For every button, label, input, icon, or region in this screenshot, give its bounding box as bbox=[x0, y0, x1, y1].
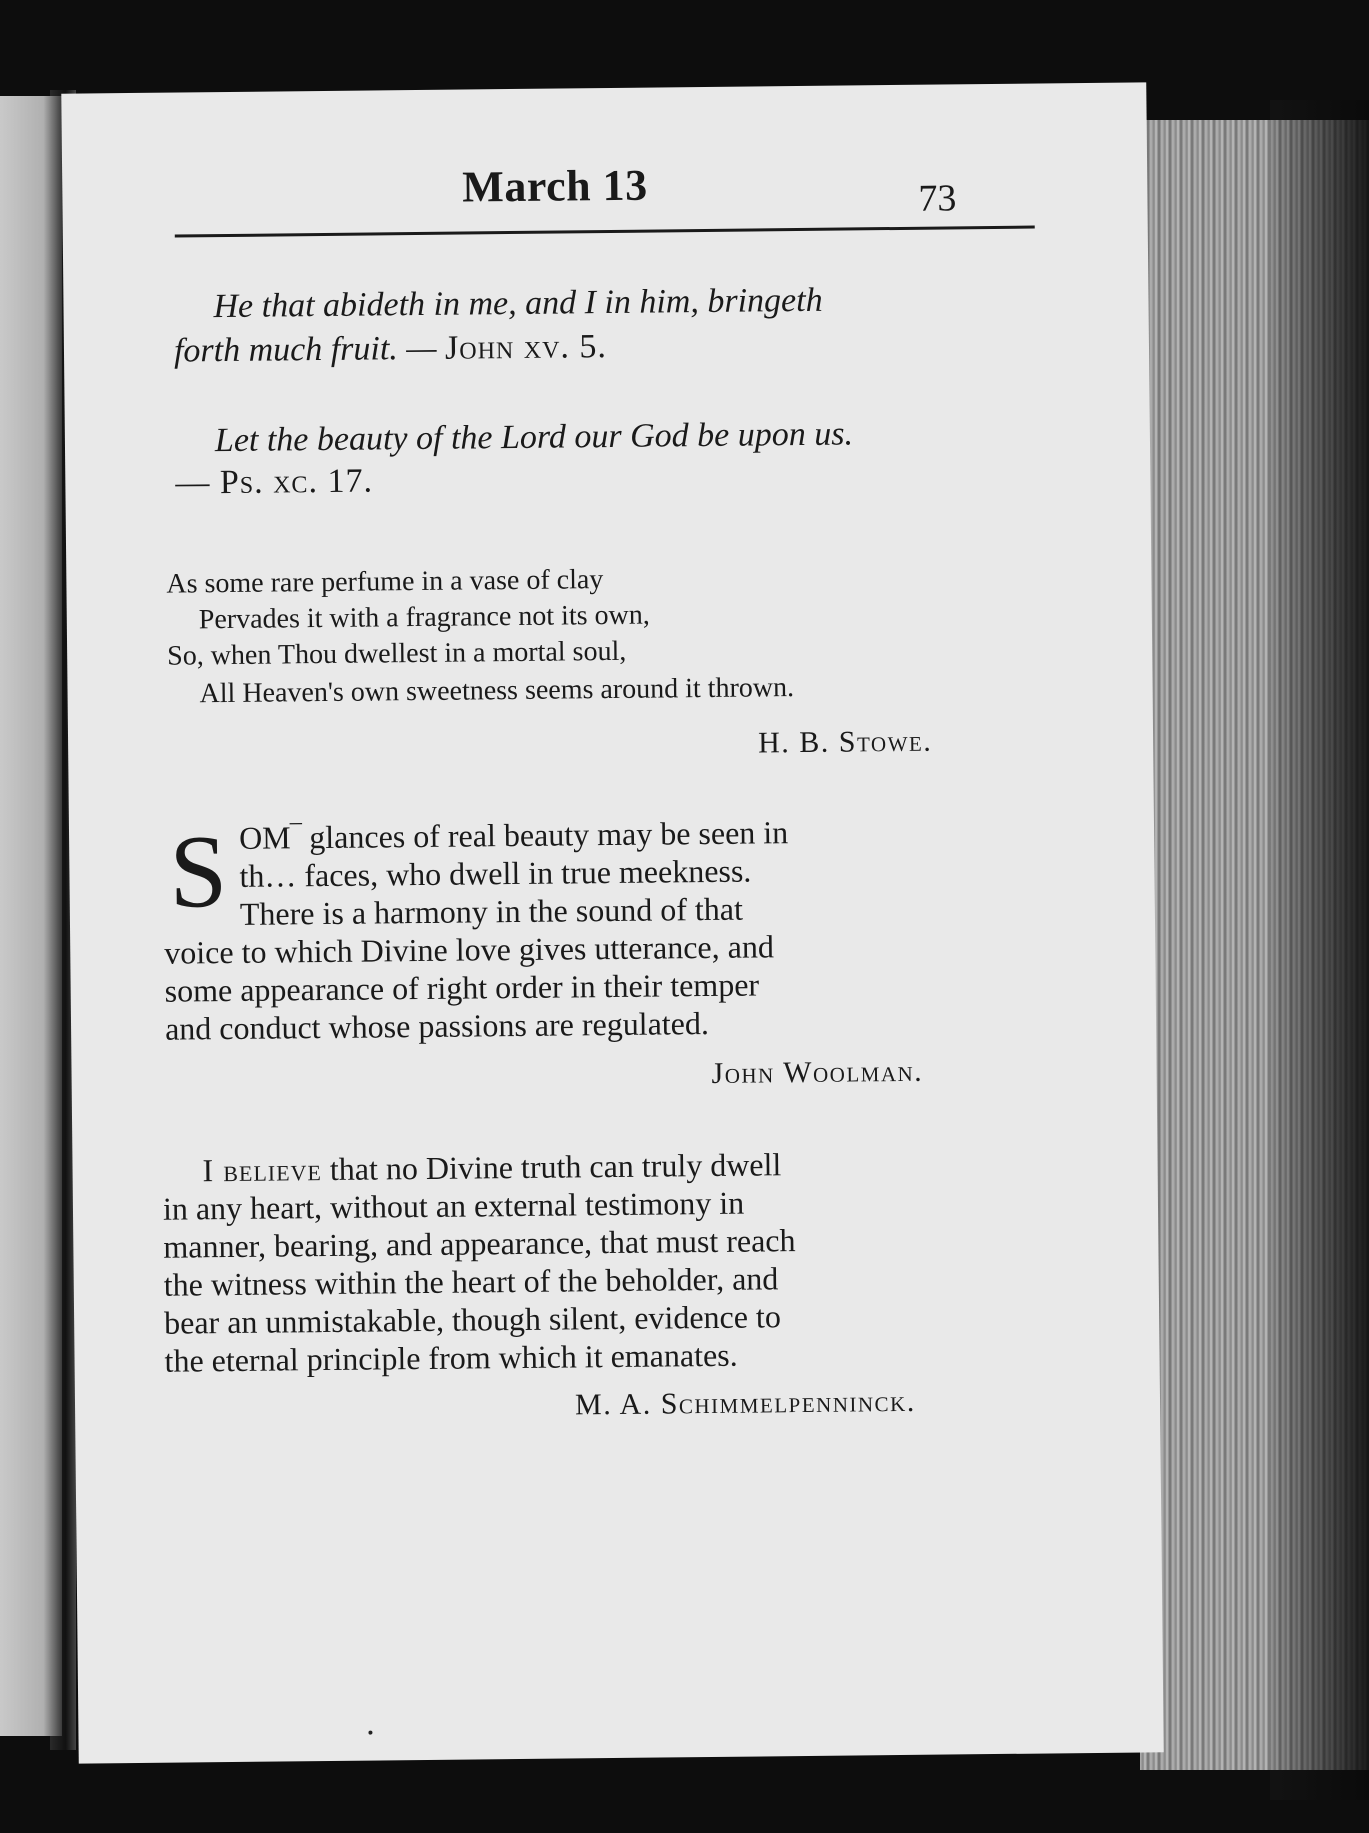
verse-1-line-2 bbox=[174, 328, 607, 371]
page-content bbox=[61, 82, 1163, 1763]
schimmelpenninck-line-4: the witness within the heart of the beholder, and bbox=[163, 1260, 779, 1303]
drop-cap-letter: S bbox=[168, 814, 228, 930]
poem-line-2: Pervades it with a fragrance not its own, bbox=[198, 599, 650, 636]
woolman-line-6: and conduct whose passions are regulated. bbox=[164, 1004, 710, 1047]
page-stack-shadow bbox=[1270, 100, 1369, 1800]
verse-1-line-1: He that abideth in me, and I in him, bringeth bbox=[213, 281, 823, 326]
page-title: March 13 bbox=[462, 160, 648, 212]
lead-in-words: I believe bbox=[202, 1151, 323, 1189]
woolman-line-4: voice to which Divine love gives utterance, and bbox=[164, 928, 775, 971]
verse-2-reference: — Ps. xc. 17. bbox=[175, 462, 374, 502]
header-rule bbox=[175, 226, 1035, 238]
schimmelpenninck-line-5: bear an unmistakable, though silent, evidence to bbox=[163, 1298, 782, 1341]
schimmelpenninck-line-3: manner, bearing, and appearance, that must reach bbox=[163, 1222, 796, 1265]
poem-line-1: As some rare perfume in a vase of clay bbox=[166, 564, 604, 600]
facing-page-edge bbox=[0, 96, 62, 1736]
woolman-attribution: John Woolman. bbox=[711, 1054, 924, 1090]
poem-attribution: H. B. Stowe. bbox=[757, 724, 933, 760]
book-page bbox=[61, 82, 1163, 1763]
schimmelpenninck-line-6: the eternal principle from which it emanates. bbox=[164, 1336, 738, 1379]
poem-line-4: All Heaven's own sweetness seems around it thrown. bbox=[199, 672, 795, 710]
verse-1-reference: John xv. 5. bbox=[444, 328, 608, 367]
verse-1-text: forth much fruit. — bbox=[173, 329, 437, 370]
schimmelpenninck-attribution: M. A. Schimmelpenninck. bbox=[574, 1384, 916, 1422]
poem-line-3: So, when Thou dwellest in a mortal soul, bbox=[167, 635, 627, 672]
woolman-line-2: th… faces, who dwell in true meekness. bbox=[239, 852, 752, 894]
woolman-line-5: some appearance of right order in their temper bbox=[164, 966, 760, 1009]
paper-speck bbox=[368, 1731, 372, 1735]
woolman-line-3: There is a harmony in the sound of that bbox=[239, 890, 744, 932]
verse-2-line-1: Let the beauty of the Lord our God be upon us. bbox=[214, 415, 854, 460]
schimmelpenninck-line-2: in any heart, without an external testimony in bbox=[162, 1184, 745, 1227]
schimmelpenninck-line-1 bbox=[202, 1146, 781, 1189]
page-number: 73 bbox=[918, 177, 957, 220]
schimmelpenninck-line-1-text: that no Divine truth can truly dwell bbox=[329, 1146, 782, 1187]
woolman-line-1: OM‾ glances of real beauty may be seen in bbox=[238, 814, 789, 856]
